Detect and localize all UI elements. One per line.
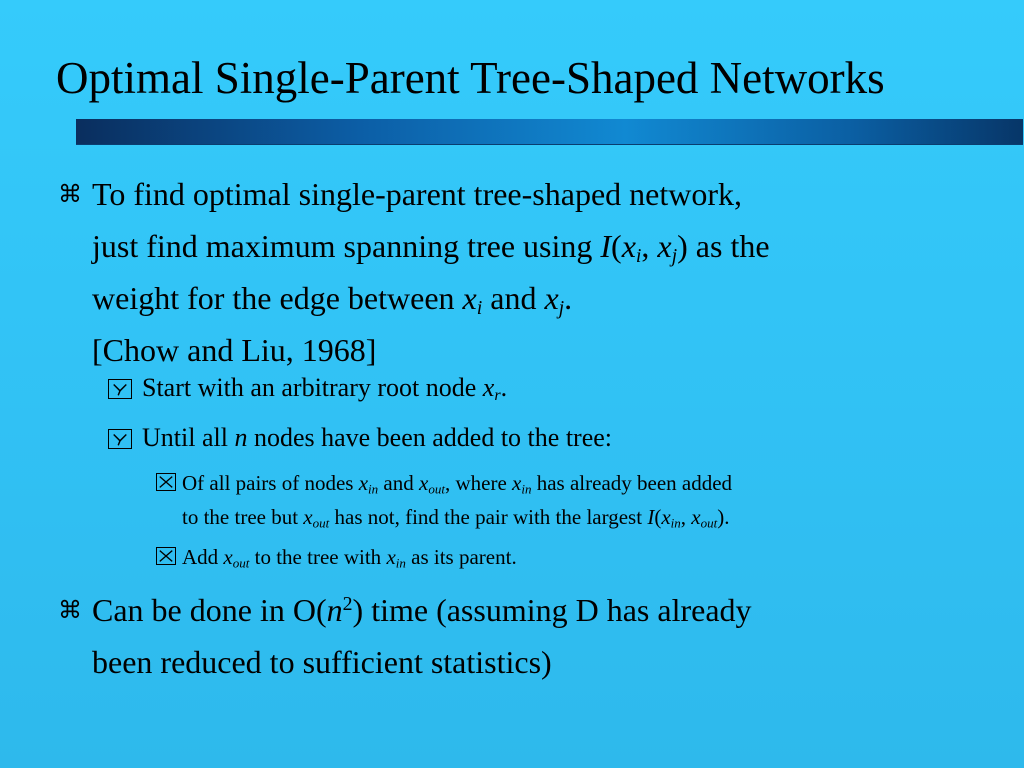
sub-sub-bullet-1-line-1: Of all pairs of nodes $x_{in}$ and $x_{out}$, where $x_{in}$ has already been added (182, 471, 733, 497)
bullet-1-line-3: weight for the edge between $x_i$ and $x_j$. (92, 280, 573, 319)
bullet-1-line-1: To find optimal single-parent tree-shaped network, (92, 176, 742, 212)
bullet-1 (58, 168, 770, 376)
title-underline-bar (76, 119, 1023, 144)
slide-title: Optimal Single-Parent Tree-Shaped Networks (56, 53, 885, 103)
checkbox-x-icon (156, 547, 176, 565)
sub-sub-bullet-2: Add $x_{out}$ to the tree with $x_{in}$ as its parent. (182, 540, 517, 574)
sub-sub-bullet-1-line-2: to the tree but $x_{out}$ has not, find the pair with the largest $I(x_{in}$, $x_{out}$). (182, 505, 730, 531)
bullet-1-line-4: [Chow and Liu, 1968] (92, 332, 377, 368)
bullet-2 (58, 584, 752, 688)
bullet-2-line-1: Can be done in $O(n^2)$ time (assuming D has already (92, 592, 752, 628)
bullet-1-line-2: just find maximum spanning tree using $I(x_i$, $x_j$) as the (92, 228, 770, 267)
sub-bullet-2: Until all n nodes have been added to the tree: (142, 420, 612, 456)
checkbox-x-icon (156, 473, 176, 491)
command-key-icon: ⌘ (58, 596, 82, 624)
command-key-icon: ⌘ (58, 180, 82, 208)
sub-bullet-1: Start with an arbitrary root node $x_r$. (142, 370, 507, 406)
checkbox-check-icon (108, 429, 132, 449)
checkbox-check-icon (108, 379, 132, 399)
sub-sub-bullet-1 (182, 466, 732, 534)
bullet-2-line-2: been reduced to sufficient statistics) (92, 644, 552, 680)
